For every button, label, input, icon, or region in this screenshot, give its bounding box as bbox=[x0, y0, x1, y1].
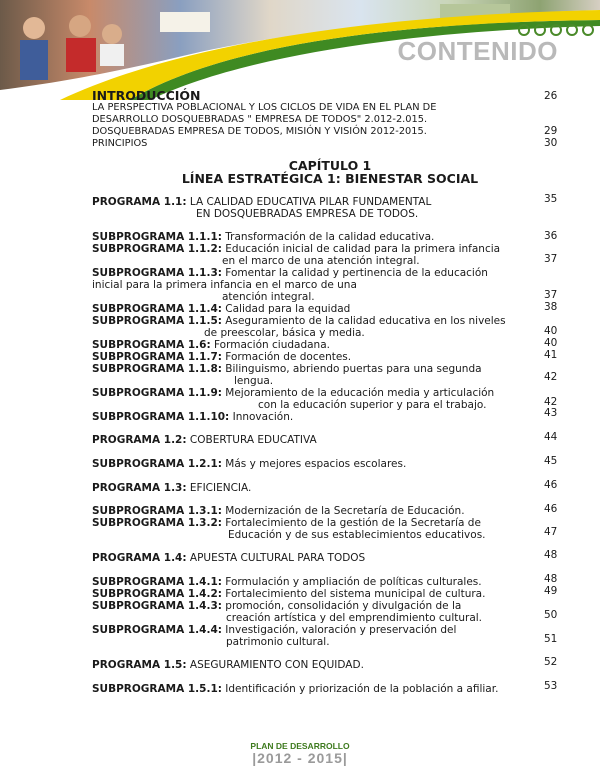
toc-entry bbox=[226, 612, 482, 624]
toc-entry bbox=[92, 351, 351, 363]
toc-entry bbox=[92, 659, 364, 671]
toc-entry-page: 45 bbox=[544, 455, 558, 467]
toc-entry bbox=[234, 375, 273, 387]
toc-entry-page: 42 bbox=[544, 371, 558, 383]
intro-line: DOSQUEBRADAS EMPRESA DE TODOS, MISIÓN Y VISIÓN 2012-2015. bbox=[92, 126, 427, 137]
toc-entry-text: con la educación superior y para el trabajo. bbox=[258, 399, 487, 411]
toc-entry bbox=[92, 505, 465, 517]
toc-entry-label: SUBPROGRAMA 1.1.9: bbox=[92, 387, 222, 399]
toc-entry-label: SUBPROGRAMA 1.5.1: bbox=[92, 683, 222, 695]
toc-entry-label: SUBPROGRAMA 1.1.3: bbox=[92, 267, 222, 279]
toc-entry-page: 37 bbox=[544, 253, 558, 265]
intro-line: DESARROLLO DOSQUEBRADAS " EMPRESA DE TODOS" 2.012-2.015. bbox=[92, 114, 428, 125]
intro-page: 30 bbox=[544, 137, 558, 149]
toc-entry-text: Mejoramiento de la educación media y articulación bbox=[221, 387, 495, 399]
toc-entry-label: PROGRAMA 1.1: bbox=[92, 196, 187, 208]
toc-entry bbox=[92, 363, 482, 375]
toc-entry bbox=[222, 255, 420, 267]
toc-entry-page: 46 bbox=[544, 503, 558, 515]
toc-entry-label: SUBPROGRAMA 1.2.1: bbox=[92, 458, 222, 470]
toc-entry-label: SUBPROGRAMA 1.1.7: bbox=[92, 351, 222, 363]
toc-entry-text: Fortalecimiento del sistema municipal de cultura. bbox=[221, 588, 486, 600]
toc-entry-page: 43 bbox=[544, 407, 558, 419]
toc-entry-page: 42 bbox=[544, 396, 558, 408]
toc-entry-text: ASEGURAMIENTO CON EQUIDAD. bbox=[186, 659, 364, 671]
toc-entry-page: 50 bbox=[544, 609, 558, 621]
toc-entry bbox=[92, 434, 317, 446]
toc-entry bbox=[226, 636, 330, 648]
toc-entry-page: 37 bbox=[544, 289, 558, 301]
toc-entry-page: 52 bbox=[544, 656, 558, 668]
toc-entry bbox=[92, 315, 506, 327]
toc-entry-label: SUBPROGRAMA 1.3.1: bbox=[92, 505, 222, 517]
footer-label: PLAN DE DESARROLLO bbox=[250, 741, 350, 751]
toc-entry-text: Formación ciudadana. bbox=[210, 339, 330, 351]
page-title: CONTENIDO bbox=[397, 36, 558, 66]
toc-entry-page: 35 bbox=[544, 193, 558, 205]
toc-entry bbox=[92, 243, 500, 255]
toc-entry-page: 40 bbox=[544, 337, 558, 349]
toc-entry-label: SUBPROGRAMA 1.6: bbox=[92, 339, 211, 351]
toc-entry-label: SUBPROGRAMA 1.4.1: bbox=[92, 576, 222, 588]
toc-entry-label: PROGRAMA 1.4: bbox=[92, 552, 187, 564]
toc-entry-text: Investigación, valoración y preservación del bbox=[221, 624, 457, 636]
toc-entry-label: PROGRAMA 1.3: bbox=[92, 482, 187, 494]
toc-entry-text: LA CALIDAD EDUCATIVA PILAR FUNDAMENTAL bbox=[186, 196, 432, 208]
toc-entry-label: SUBPROGRAMA 1.1.4: bbox=[92, 303, 222, 315]
toc-entry-page: 48 bbox=[544, 549, 558, 561]
toc-entry-page: 49 bbox=[544, 585, 558, 597]
toc-entry-text: Transformación de la calidad educativa. bbox=[221, 231, 435, 243]
toc-entry-text: Calidad para la equidad bbox=[221, 303, 351, 315]
toc-entry bbox=[92, 576, 482, 588]
toc-entry-text: Fortalecimiento de la gestión de la Secretaría de bbox=[221, 517, 481, 529]
toc-entry bbox=[92, 552, 365, 564]
intro-heading: INTRODUCCIÓN bbox=[92, 88, 201, 103]
toc-entry-page: 47 bbox=[544, 526, 558, 538]
toc-entry-label: SUBPROGRAMA 1.4.4: bbox=[92, 624, 222, 636]
toc-entry bbox=[92, 339, 330, 351]
toc-entry bbox=[228, 529, 486, 541]
toc-entry-text: de preescolar, básica y media. bbox=[204, 327, 365, 339]
toc-entry-text: Innovación. bbox=[229, 411, 294, 423]
toc-entry-label: SUBPROGRAMA 1.1.2: bbox=[92, 243, 222, 255]
toc-entry-label: PROGRAMA 1.2: bbox=[92, 434, 187, 446]
toc-entry-text: Fomentar la calidad y pertinencia de la educación bbox=[221, 267, 488, 279]
toc-entry-page: 46 bbox=[544, 479, 558, 491]
footer-years: |2012 - 2015| bbox=[252, 750, 348, 766]
toc-entry-text: Bilinguismo, abriendo puertas para una segunda bbox=[221, 363, 482, 375]
toc-entry bbox=[92, 303, 350, 315]
toc-entry-text: COBERTURA EDUCATIVA bbox=[186, 434, 317, 446]
toc-entry-label: SUBPROGRAMA 1.1.10: bbox=[92, 411, 230, 423]
toc-entry-page: 36 bbox=[544, 230, 558, 242]
toc-entry-label: SUBPROGRAMA 1.4.3: bbox=[92, 600, 222, 612]
toc-entry-text: patrimonio cultural. bbox=[226, 636, 330, 648]
toc-entry-page: 41 bbox=[544, 349, 558, 361]
toc-entry bbox=[92, 267, 488, 279]
toc-entry-page: 44 bbox=[544, 431, 558, 443]
toc-entry-text: Modernización de la Secretaría de Educación. bbox=[221, 505, 465, 517]
toc-entry bbox=[92, 196, 431, 208]
toc-entry bbox=[258, 399, 486, 411]
toc-entry-label: SUBPROGRAMA 1.4.2: bbox=[92, 588, 222, 600]
toc-entry bbox=[92, 624, 456, 636]
toc-entry bbox=[92, 231, 434, 243]
toc-entry bbox=[196, 208, 418, 220]
toc-entry-label: SUBPROGRAMA 1.1.5: bbox=[92, 315, 222, 327]
toc-entry-page: 38 bbox=[544, 301, 558, 313]
chapter-subtitle: LÍNEA ESTRATÉGICA 1: BIENESTAR SOCIAL bbox=[181, 171, 479, 186]
toc-entry bbox=[92, 588, 485, 600]
toc-entry bbox=[92, 279, 357, 291]
toc-entry-text: atención integral. bbox=[222, 291, 315, 303]
toc-entry-text: Más y mejores espacios escolares. bbox=[221, 458, 407, 470]
intro-line: PRINCIPIOS bbox=[92, 138, 148, 149]
toc-entry-text: EN DOSQUEBRADAS EMPRESA DE TODOS. bbox=[196, 208, 419, 220]
toc-entry-page: 40 bbox=[544, 325, 558, 337]
toc-entry-text: Aseguramiento de la calidad educativa en los niveles bbox=[221, 315, 506, 327]
toc-entry-text: APUESTA CULTURAL PARA TODOS bbox=[186, 552, 366, 564]
toc-entry-text: Identificación y priorización de la población a afiliar. bbox=[221, 683, 499, 695]
toc-entry bbox=[204, 327, 365, 339]
toc-entry bbox=[92, 411, 293, 423]
toc-entry bbox=[92, 683, 498, 695]
toc-entry-text: Educación inicial de calidad para la primera infancia bbox=[221, 243, 501, 255]
toc-entry-text: en el marco de una atención integral. bbox=[222, 255, 420, 267]
toc-entry-label: SUBPROGRAMA 1.1.8: bbox=[92, 363, 222, 375]
toc-entry-text: Educación y de sus establecimientos educativos. bbox=[228, 529, 486, 541]
toc-entry-page: 53 bbox=[544, 680, 558, 692]
toc-entry-page: 48 bbox=[544, 573, 558, 585]
toc-entry-label: PROGRAMA 1.5: bbox=[92, 659, 187, 671]
toc-entry bbox=[92, 600, 461, 612]
toc-entry bbox=[92, 482, 251, 494]
toc-entry-text: creación artística y del emprendimiento cultural. bbox=[226, 612, 483, 624]
toc-entry bbox=[92, 458, 406, 470]
toc-entry bbox=[222, 291, 315, 303]
toc-entry-label: SUBPROGRAMA 1.1.1: bbox=[92, 231, 222, 243]
intro-page: 26 bbox=[544, 90, 558, 102]
toc-entry-text: inicial para la primera infancia en el marco de una bbox=[92, 279, 357, 291]
intro-page: 29 bbox=[544, 125, 558, 137]
toc-entry-text: Formación de docentes. bbox=[221, 351, 352, 363]
chapter-title: CAPÍTULO 1 bbox=[288, 158, 372, 173]
toc-entry-text: promoción, consolidación y divulgación de la bbox=[221, 600, 462, 612]
toc-entry-page: 51 bbox=[544, 633, 558, 645]
intro-line: LA PERSPECTIVA POBLACIONAL Y LOS CICLOS DE VIDA EN EL PLAN DE bbox=[92, 102, 437, 113]
toc-entry bbox=[92, 387, 494, 399]
toc-entry-label: SUBPROGRAMA 1.3.2: bbox=[92, 517, 222, 529]
toc-entry-text: lengua. bbox=[234, 375, 274, 387]
toc-entry-text: EFICIENCIA. bbox=[186, 482, 252, 494]
toc-entry bbox=[92, 517, 481, 529]
toc-entry-text: Formulación y ampliación de políticas culturales. bbox=[221, 576, 482, 588]
